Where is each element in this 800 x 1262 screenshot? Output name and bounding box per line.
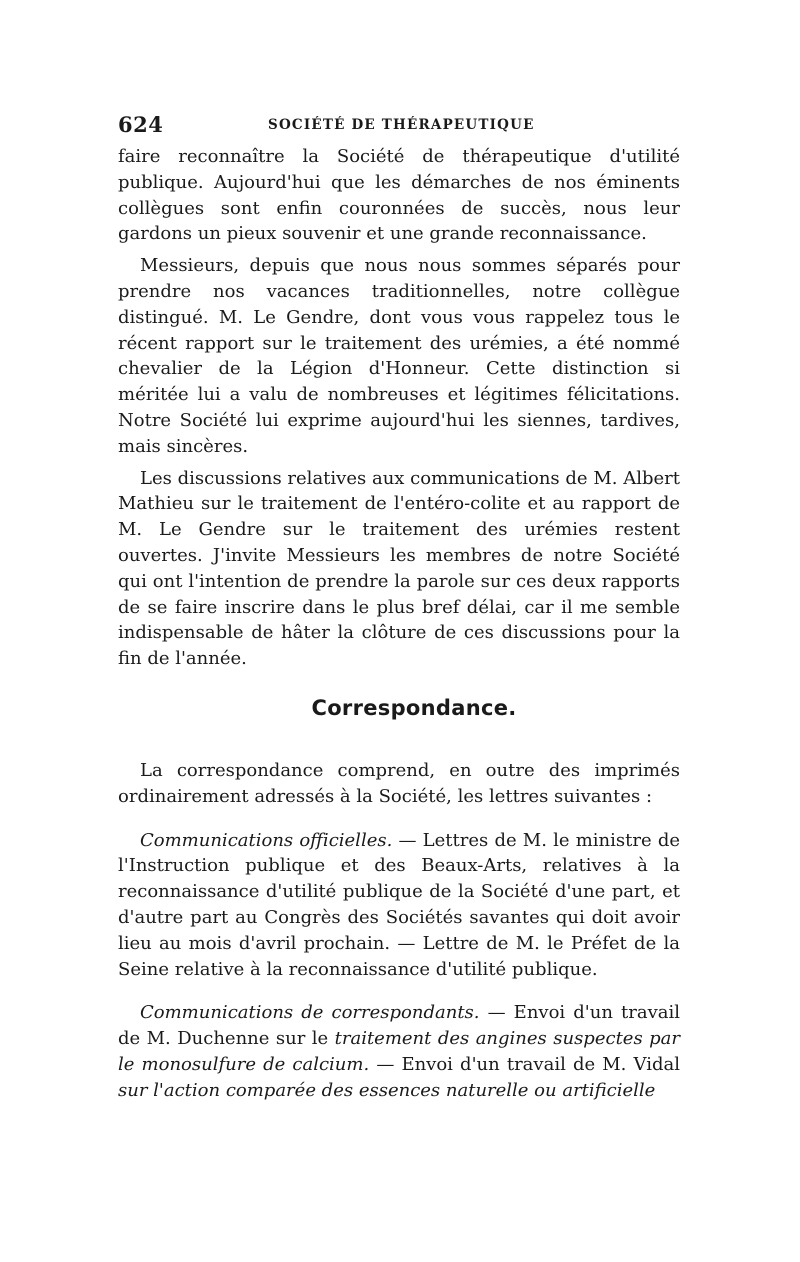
official-communications — [118, 828, 680, 983]
paragraph-3: Les discussions relatives aux communications de M. Albert Mathieu sur le traitement de l'entéro-colite et au rapport de M. Le Gendre sur le traitement des urémies restent ouvertes. J'invite Messieurs les membres de notre Société qui ont l'intention de prendre la parole sur ces deux rapports de se faire inscrire dans le plus bref délai, car il me semble indispensable de hâter la clôture de ces discussions pour la fin de l'année. — [118, 467, 680, 670]
page-header — [118, 112, 680, 142]
section-title: Correspondance. — [311, 695, 517, 720]
correspondents-italic-1: traitement des angines suspectes par le monosulfure de calcium. — [118, 1028, 680, 1075]
paragraph-2: Messieurs, depuis que nous nous sommes séparés pour prendre nos vacances traditionnelles, notre collègue distingué. M. Le Gendre, dont vous vous rappelez tous le récent rapport sur le traitement des urémies, a été nommé chevalier de la Légion d'Honneur. Cette distinction si méritée lui a valu de nombreuses et légitimes félicitations. Notre Société lui exprime aujourd'hui les siennes, tardives, mais sincères. — [118, 255, 680, 457]
page-number: 624 — [118, 112, 164, 137]
correspondent-communications — [118, 1000, 680, 1103]
correspondents-text-2: — Envoi d'un travail de M. Vidal — [369, 1053, 680, 1075]
paragraph-1: faire reconnaître la Société de thérapeutique d'utilité publique. Aujourd'hui que les démarches de nos éminents collègues sont enfin couronnées de succès, nous leur gardons un pieux souvenir et une grande reconnaissance. — [118, 146, 680, 245]
running-head: SOCIÉTÉ DE THÉRAPEUTIQUE — [268, 117, 535, 133]
official-text: — Lettres de M. le ministre de l'Instruction publique et des Beaux-Arts, relatives à la reconnaissance d'utilité publique de la Société d'une part, et d'autre part au Congrès des Sociétés savantes qui doit avoir lieu au mois d'avril prochain. — Lettre de M. le Préfet de la Seine relative à la reconnaissance d'utilité publique. — [118, 829, 680, 980]
body-text — [118, 144, 680, 1104]
correspondents-italic-2: sur l'action comparée des essences naturelle ou artificielle — [118, 1079, 656, 1101]
correspondents-text-1: — Envoi d'un travail de M. Duchenne sur le — [118, 1002, 680, 1050]
correspondence-intro: La correspondance comprend, en outre des imprimés ordinairement adressés à la Société, les lettres suivantes : — [118, 759, 680, 807]
correspondents-label: Communications de correspondants. — [140, 1002, 480, 1024]
official-label: Communications officielles. — [140, 829, 393, 851]
document-page — [118, 112, 680, 1110]
